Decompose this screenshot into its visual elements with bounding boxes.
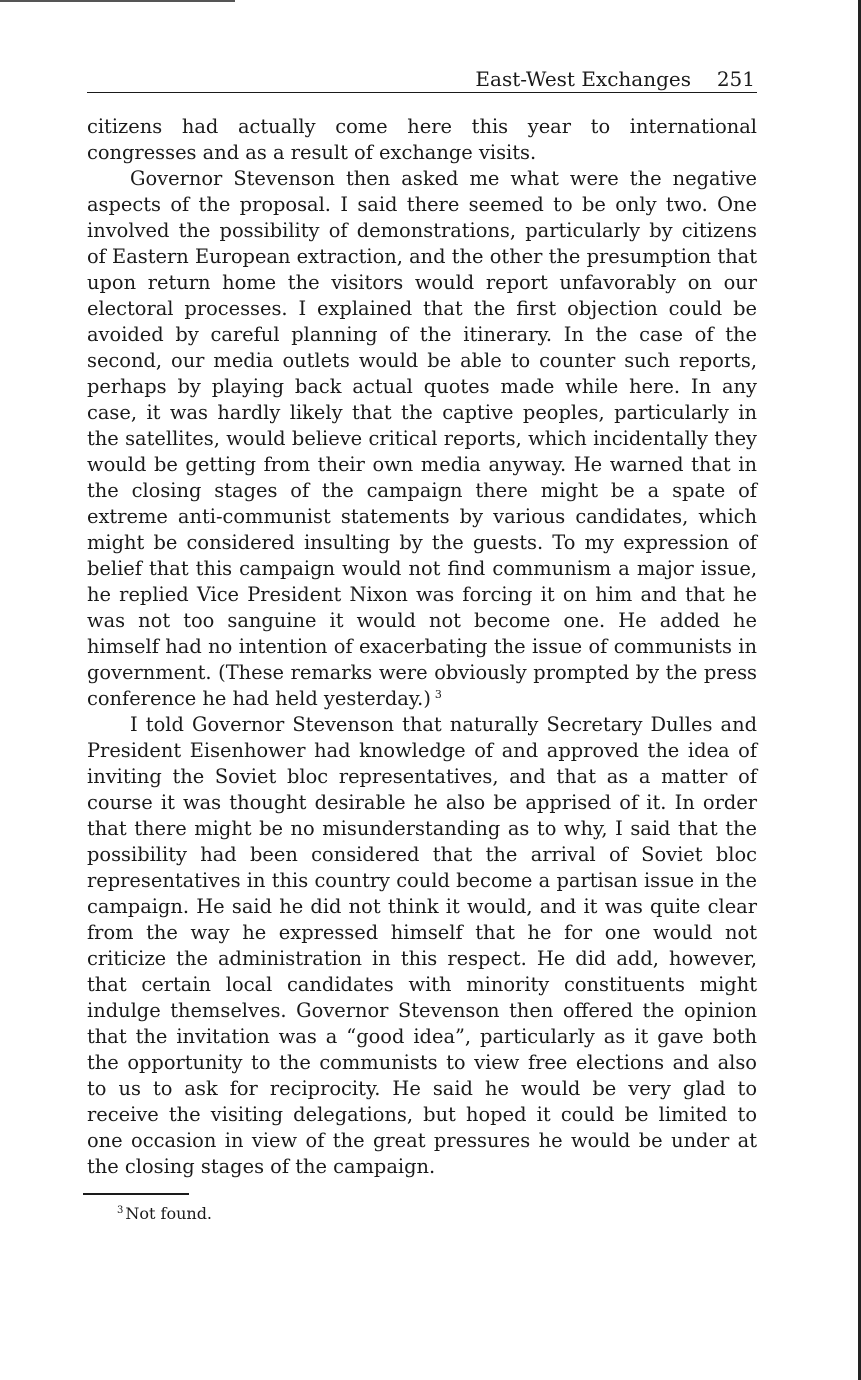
paragraph-continued <box>87 114 757 166</box>
body-text <box>87 114 757 1180</box>
page-number: 251 <box>716 67 755 91</box>
footnote-reference: 3 <box>434 687 442 701</box>
footnote-divider <box>83 1193 189 1195</box>
scan-edge-top <box>0 0 235 2</box>
paragraph <box>87 712 757 1180</box>
paragraph <box>87 166 757 712</box>
paragraph-text: citizens had actually come here this year to international congresses and as a result of exchange visits. <box>87 115 757 164</box>
running-head-title: East-West Exchanges <box>475 67 691 91</box>
footnote-mark: 3 <box>117 1204 124 1216</box>
footnote-text: Not found. <box>125 1204 213 1223</box>
paragraph-text: Governor Stevenson then asked me what were the negative aspects of the proposal. I said there seemed to be only two. One involved the possibility of demonstrations, particularly by citizens of Eastern European extraction, and the other the presumption that upon return home the visitors would report unfavorably on our electoral processes. I explained that the first objection could be avoided by careful planning of the itinerary. In the case of the second, our media outlets would be able to counter such reports, perhaps by playing back actual quotes made while here. In any case, it was hardly likely that the captive peoples, particularly in the satellites, would believe critical reports, which incidentally they would be getting from their own media anyway. He warned that in the closing stages of the campaign there might be a spate of extreme anti-communist statements by various candidates, which might be considered insulting by the guests. To my expression of belief that this campaign would not find communism a major issue, he replied Vice President Nixon was forcing it on him and that he was not too sanguine it would not become one. He added he himself had no intention of exacerbating the issue of communists in government. (These remarks were obviously prompted by the press conference he had held yesterday.) <box>87 167 757 710</box>
footnote <box>117 1203 212 1225</box>
paragraph-text: I told Governor Stevenson that naturally Secretary Dulles and President Eisenhower had knowledge of and approved the idea of inviting the Soviet bloc representatives, and that as a matter of course it was thought desirable he also be apprised of it. In order that there might be no misunderstanding as to why, I said that the possibility had been considered that the arrival of Soviet bloc representatives in this country could become a partisan issue in the campaign. He said he did not think it would, and it was quite clear from the way he expressed himself that he for one would not criticize the administration in this respect. He did add, however, that certain local candidates with minority constituents might indulge themselves. Governor Stevenson then offered the opinion that the invitation was a “good idea”, particularly as it gave both the opportunity to the communists to view free elections and also to us to ask for reciprocity. He said he would be very glad to receive the visiting delegations, but hoped it could be limited to one occasion in view of the great pressures he would be under at the closing stages of the campaign. <box>87 713 757 1178</box>
running-head <box>87 66 757 93</box>
